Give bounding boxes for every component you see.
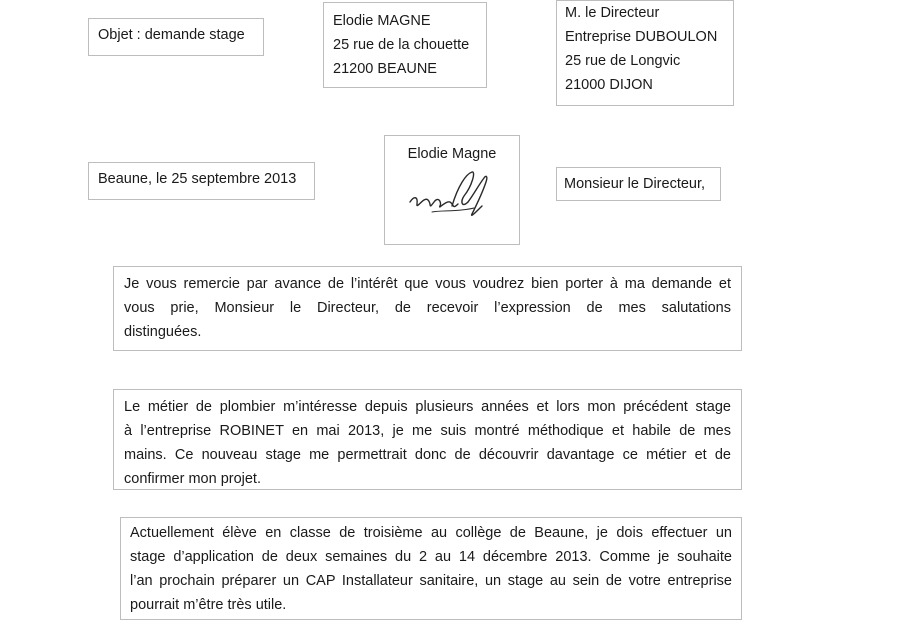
recipient-city: 21000 DIJON <box>565 77 653 93</box>
sender-address-box <box>323 2 487 88</box>
paragraph-line: confirmer mon projet. <box>124 471 261 487</box>
sender-name: Elodie MAGNE <box>333 13 431 29</box>
handwritten-signature-icon <box>402 166 502 226</box>
paragraph-line: mains. Ce nouveau stage me permettrait donc de découvrir davantage ce métier et de <box>124 447 731 463</box>
recipient-title: M. le Directeur <box>565 5 660 21</box>
closing-paragraph-box <box>113 266 742 351</box>
subject-text: Objet : demande stage <box>98 27 245 43</box>
paragraph-line: Je vous remercie par avance de l’intérêt que vous voudrez bien porter à ma demande et <box>124 276 731 292</box>
sender-street: 25 rue de la chouette <box>333 37 470 53</box>
paragraph-line: à l’entreprise ROBINET en mai 2013, je me suis montré méthodique et habile de mes <box>124 423 731 439</box>
salutation-text: Monsieur le Directeur, <box>564 176 706 192</box>
sender-city: 21200 BEAUNE <box>333 61 437 77</box>
paragraph-line: Le métier de plombier m’intéresse depuis plusieurs années et lors mon précédent stage <box>124 399 731 415</box>
paragraph-line: vous prie, Monsieur le Directeur, de recevoir l’expression de mes salutations <box>124 300 731 316</box>
paragraph-line: l’an prochain préparer un CAP Installateur sanitaire, un stage au sein de votre entreprise <box>130 573 732 589</box>
motivation-paragraph-box <box>113 389 742 490</box>
place-date-text: Beaune, le 25 septembre 2013 <box>98 171 297 187</box>
signature-box <box>384 135 520 245</box>
signature-name: Elodie Magne <box>407 146 497 162</box>
introduction-paragraph-box <box>120 517 742 620</box>
paragraph-line: Actuellement élève en classe de troisième au collège de Beaune, je dois effectuer un <box>130 525 732 541</box>
paragraph-line: distinguées. <box>124 324 202 340</box>
recipient-address-box <box>556 0 734 106</box>
recipient-street: 25 rue de Longvic <box>565 53 681 69</box>
salutation-box <box>556 167 721 201</box>
recipient-company: Entreprise DUBOULON <box>565 29 718 45</box>
subject-box <box>88 18 264 56</box>
paragraph-line: stage d’application de deux semaines du 2 au 14 décembre 2013. Comme je souhaite <box>130 549 732 565</box>
paragraph-line: pourrait m’être très utile. <box>130 597 287 613</box>
place-date-box <box>88 162 315 200</box>
